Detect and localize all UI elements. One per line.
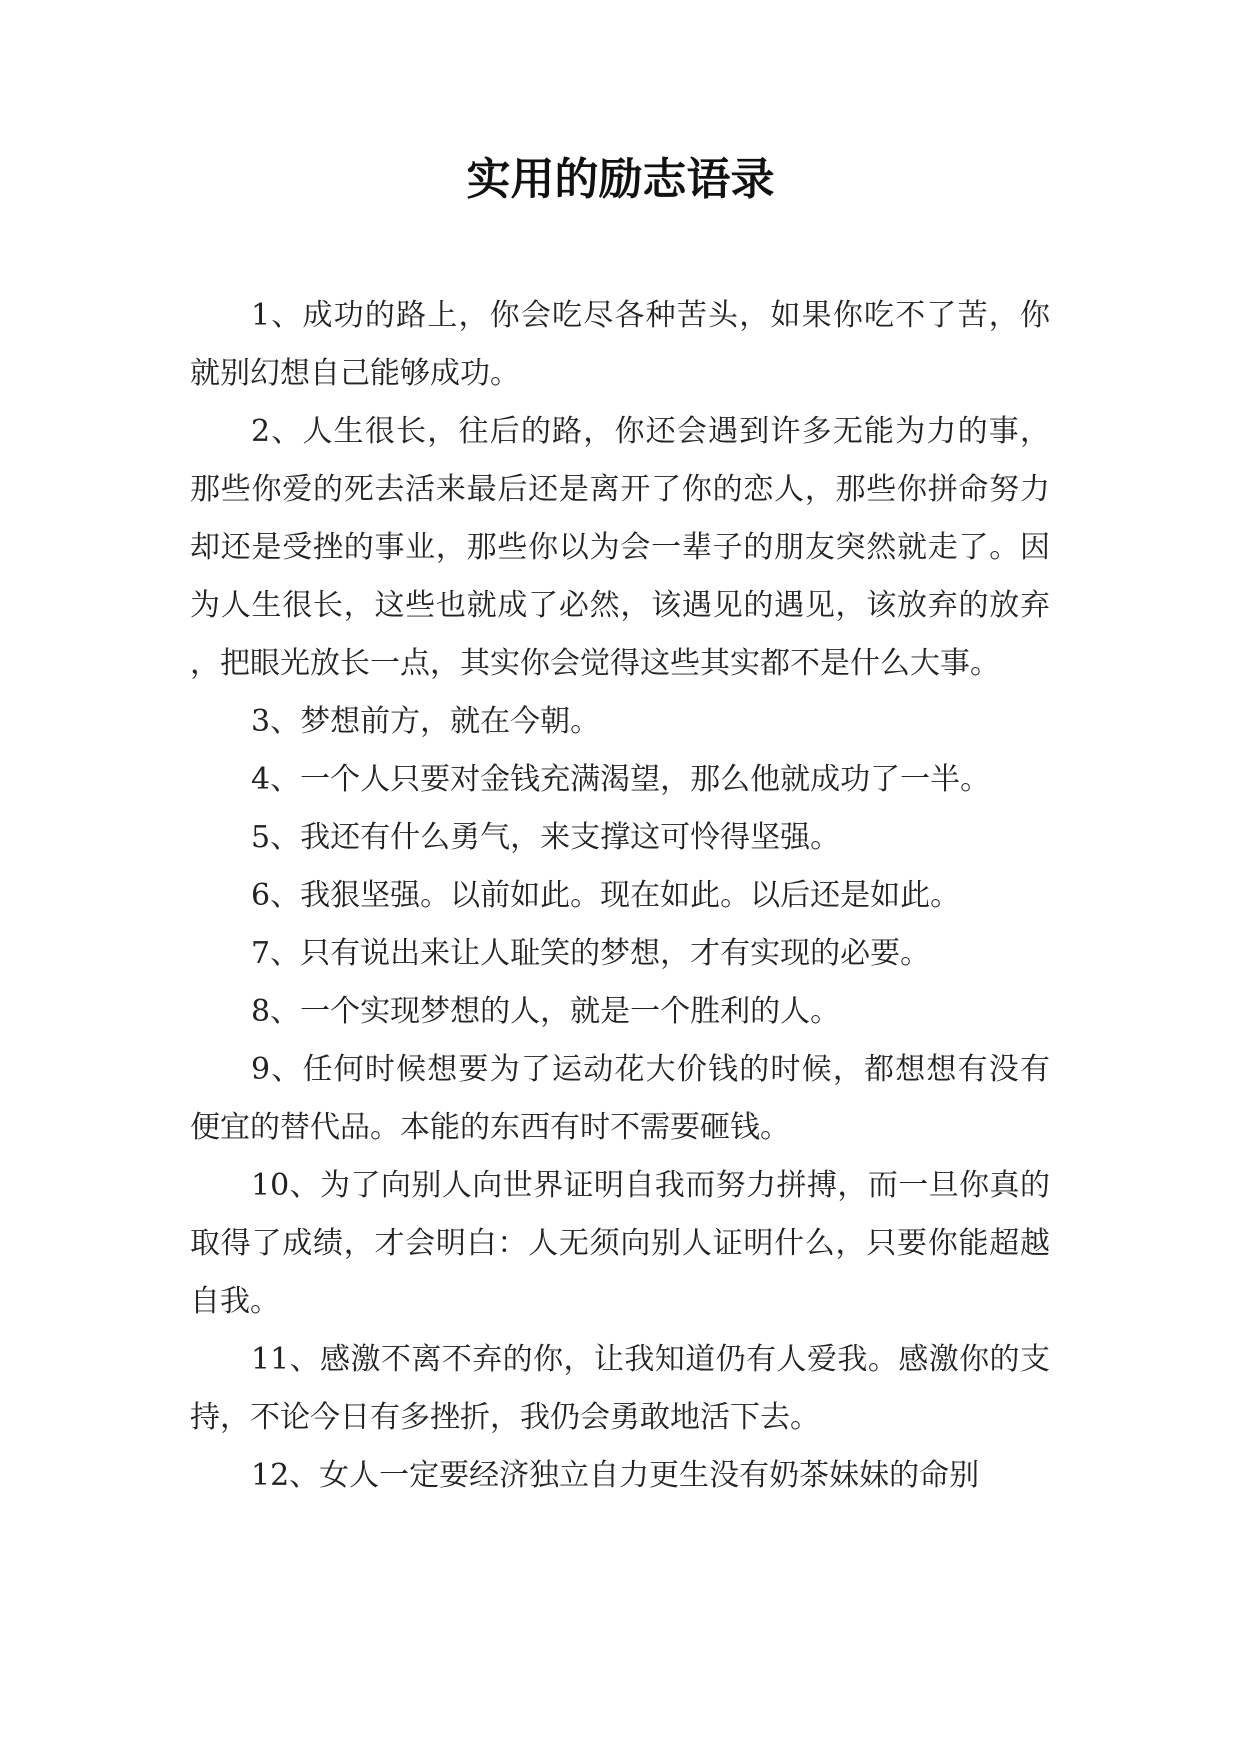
quote-paragraph-2: 2、人生很长，往后的路，你还会遇到许多无能为力的事，那些你爱的死去活来最后还是离开了你的恋人，那些你拼命努力却还是受挫的事业，那些你以为会一辈子的朋友突然就走了。因为人生很长，这些也就成了必然，该遇见的遇见，该放弃的放弃，把眼光放长一点，其实你会觉得这些其实都不是什么大事。 — [190, 414, 1050, 681]
quote-paragraph-10: 10、为了向别人向世界证明自我而努力拼搏，而一旦你真的取得了成绩，才会明白：人无须向别人证明什么，只要你能超越自我。 — [190, 1168, 1050, 1319]
quote-paragraph-8: 8、一个实现梦想的人，就是一个胜利的人。 — [251, 994, 841, 1029]
quote-paragraph-7: 7、只有说出来让人耻笑的梦想，才有实现的必要。 — [251, 936, 931, 971]
quote-paragraph-6: 6、我狠坚强。以前如此。现在如此。以后还是如此。 — [251, 878, 961, 913]
quote-paragraph-1: 1、成功的路上，你会吃尽各种苦头，如果你吃不了苦，你就别幻想自己能够成功。 — [190, 298, 1050, 391]
quote-paragraph-9: 9、任何时候想要为了运动花大价钱的时候，都想想有没有便宜的替代品。本能的东西有时不需要砸钱。 — [190, 1052, 1050, 1145]
quote-paragraph-12: 12、女人一定要经济独立自力更生没有奶茶妹妹的命别 — [251, 1458, 980, 1493]
document-title: 实用的励志语录 — [466, 154, 775, 205]
quote-paragraph-3: 3、梦想前方，就在今朝。 — [251, 704, 601, 739]
quote-paragraph-4: 4、一个人只要对金钱充满渴望，那么他就成功了一半。 — [251, 762, 991, 797]
document-body — [190, 287, 1050, 1505]
quote-paragraph-5: 5、我还有什么勇气，来支撑这可怜得坚强。 — [251, 820, 841, 855]
quote-paragraph-11: 11、感激不离不弃的你，让我知道仍有人爱我。感激你的支持，不论今日有多挫折，我仍会勇敢地活下去。 — [190, 1342, 1050, 1435]
